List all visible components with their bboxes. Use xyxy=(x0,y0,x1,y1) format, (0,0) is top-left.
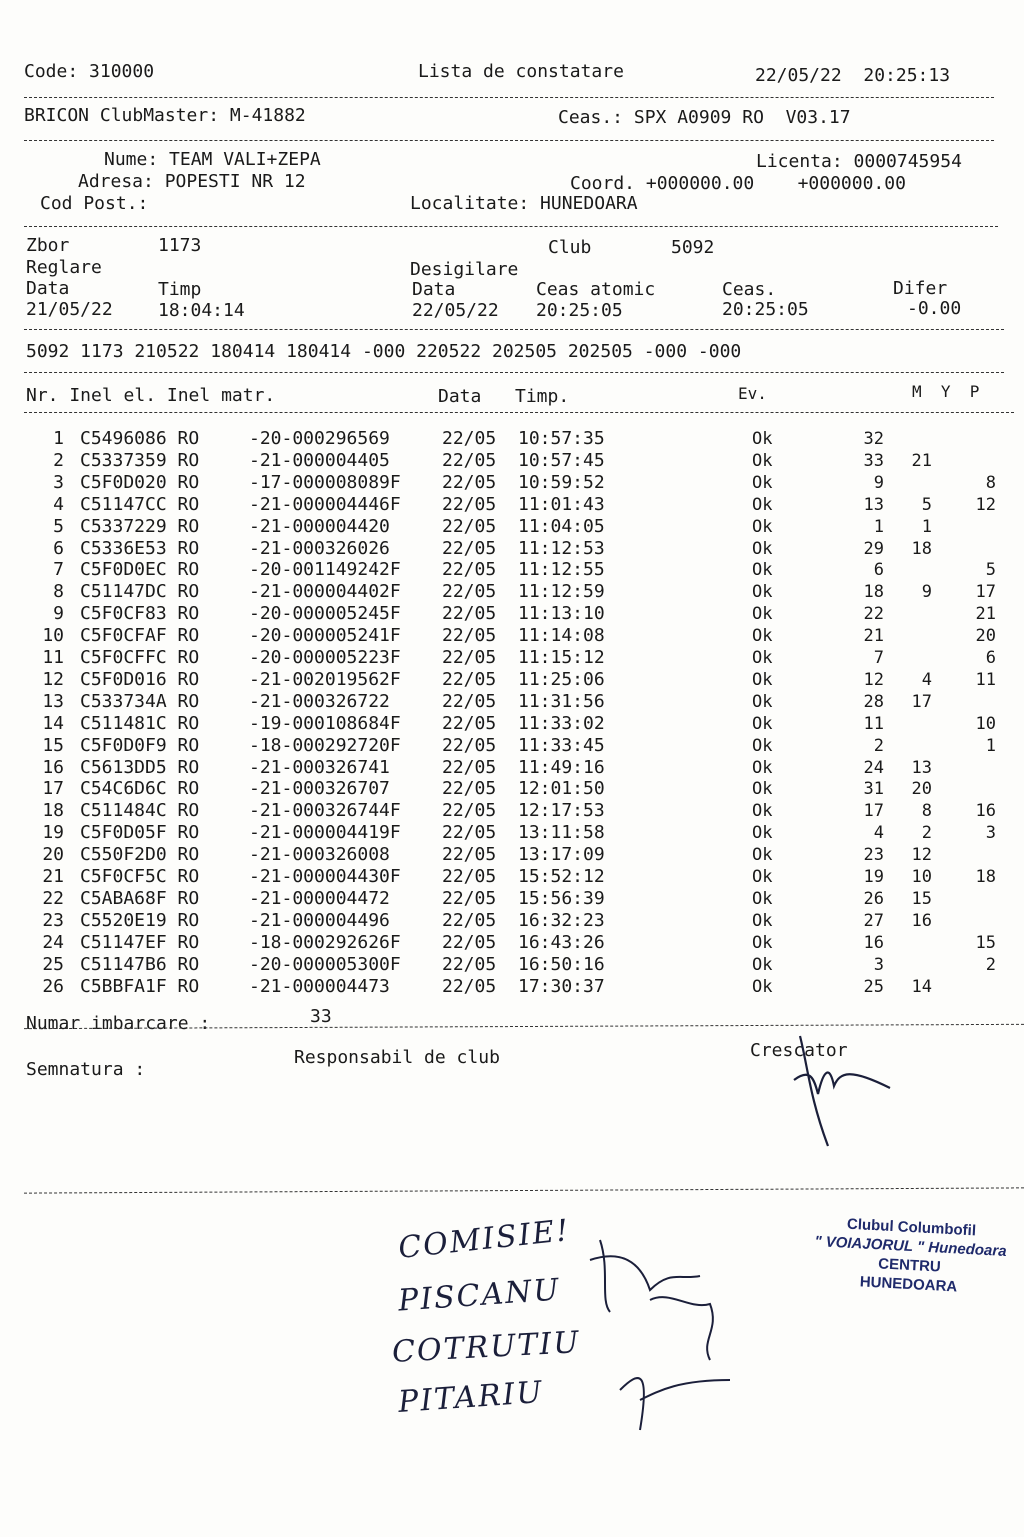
event-status: Ok xyxy=(752,450,773,471)
setting-date: 21/05/22 xyxy=(26,299,113,320)
rank-y: 8 xyxy=(921,801,932,822)
arrival-time: 13:17:09 xyxy=(518,844,605,866)
rank-m: 12 xyxy=(863,669,884,690)
arrival-date: 22/05 xyxy=(442,471,497,493)
registration-ring: -21-000326707 xyxy=(249,778,390,800)
arrival-date: 22/05 xyxy=(442,581,497,603)
divider xyxy=(24,97,994,98)
table-header-time: Timp. xyxy=(515,386,570,407)
arrival-time: 12:17:53 xyxy=(518,800,605,822)
arrival-time: 11:12:53 xyxy=(518,537,605,559)
electronic-ring: C5336E53 RO xyxy=(80,537,200,559)
club-number: 5092 xyxy=(671,237,715,258)
rank-y: 9 xyxy=(921,582,932,603)
event-status: Ok xyxy=(752,604,773,625)
rank-m: 29 xyxy=(863,538,884,559)
row-number: 11 xyxy=(42,647,64,668)
rank-y: 13 xyxy=(911,757,932,778)
page-title: Lista de constatare xyxy=(418,61,624,82)
event-status: Ok xyxy=(752,867,773,887)
rank-y: 15 xyxy=(911,888,932,909)
club-responsible-label: Responsabil de club xyxy=(294,1047,500,1068)
table-row xyxy=(0,822,1024,844)
table-row xyxy=(0,757,1024,779)
registration-ring: -21-000004472 xyxy=(249,887,390,909)
registration-ring: -19-000108684F xyxy=(249,712,401,734)
table-header-ev: Ev. xyxy=(738,384,767,403)
setting-label: Reglare xyxy=(26,257,102,278)
rank-m: 24 xyxy=(863,757,884,778)
rank-p: 8 xyxy=(985,472,996,493)
electronic-ring: C533734A RO xyxy=(80,690,200,712)
arrival-time: 12:01:50 xyxy=(518,778,605,800)
arrival-date: 22/05 xyxy=(442,909,497,931)
row-number: 18 xyxy=(42,800,64,822)
rank-m: 4 xyxy=(873,823,884,844)
arrival-time: 11:31:56 xyxy=(518,690,605,712)
event-status: Ok xyxy=(752,582,773,603)
registration-ring: -21-000004402F xyxy=(249,581,401,603)
stamp-line-2: " VOIAJORUL " Hunedoara xyxy=(814,1232,1007,1261)
rank-y: 14 xyxy=(911,976,932,997)
electronic-ring: C54C6D6C RO xyxy=(80,778,200,800)
registration-ring: -21-000326026 xyxy=(249,537,390,559)
unsealing-label: Desigilare xyxy=(410,259,519,280)
electronic-ring: C51147DC RO xyxy=(80,581,200,603)
rank-m: 11 xyxy=(863,713,884,734)
row-number: 2 xyxy=(53,449,64,471)
boarding-count: 33 xyxy=(310,1006,332,1027)
row-number: 10 xyxy=(42,625,64,647)
row-number: 12 xyxy=(42,668,64,690)
arrival-time: 11:14:08 xyxy=(518,625,605,647)
table-row xyxy=(0,866,1024,888)
row-number: 26 xyxy=(42,975,64,997)
atomic-clock-time: 20:25:05 xyxy=(536,300,623,321)
handwritten-name-1: PISCANU xyxy=(396,1272,562,1319)
electronic-ring: C5613DD5 RO xyxy=(80,756,200,778)
rank-p: 18 xyxy=(975,867,996,887)
table-row xyxy=(0,516,1024,538)
rank-y: 12 xyxy=(911,845,932,866)
table-row xyxy=(0,669,1024,691)
divider xyxy=(24,226,998,227)
arrival-time: 15:52:12 xyxy=(518,866,605,887)
arrival-date: 22/05 xyxy=(442,866,497,887)
row-number: 13 xyxy=(42,690,64,712)
electronic-ring: C5520E19 RO xyxy=(80,909,200,931)
rank-m: 1 xyxy=(873,516,884,537)
table-row xyxy=(0,954,1024,976)
rank-m: 33 xyxy=(863,450,884,471)
electronic-ring: C5BBFA1F RO xyxy=(80,975,200,997)
rank-p: 17 xyxy=(975,582,996,603)
handwritten-commission: COMISIE! xyxy=(396,1213,572,1266)
table-row xyxy=(0,538,1024,560)
table-row xyxy=(0,450,1024,472)
registration-ring: -18-000292720F xyxy=(249,734,401,756)
divider xyxy=(24,372,1004,373)
arrival-date: 22/05 xyxy=(442,931,497,953)
row-number: 4 xyxy=(53,493,64,515)
rank-m: 16 xyxy=(863,932,884,953)
row-number: 1 xyxy=(53,428,64,449)
table-row xyxy=(0,735,1024,757)
arrival-date: 22/05 xyxy=(442,778,497,800)
electronic-ring: C5F0D05F RO xyxy=(80,822,200,844)
arrival-time: 13:11:58 xyxy=(518,822,605,844)
arrival-date: 22/05 xyxy=(442,690,497,712)
locality: Localitate: HUNEDOARA xyxy=(410,193,638,214)
registration-ring: -20-001149242F xyxy=(249,559,401,581)
registration-ring: -21-000004430F xyxy=(249,866,401,887)
row-number: 20 xyxy=(42,844,64,866)
owner-name: Nume: TEAM VALI+ZEPA xyxy=(104,149,321,170)
table-row xyxy=(0,472,1024,494)
divider xyxy=(24,1187,1024,1193)
table-row xyxy=(0,603,1024,625)
commission-signatures xyxy=(580,1230,740,1440)
postal-code: Cod Post.: xyxy=(40,193,149,214)
electronic-ring: C511484C RO xyxy=(80,800,200,822)
arrival-date: 22/05 xyxy=(442,647,497,668)
rank-m: 17 xyxy=(863,801,884,822)
rank-m: 3 xyxy=(873,954,884,975)
rank-p: 16 xyxy=(975,801,996,822)
rank-m: 7 xyxy=(873,648,884,668)
club-stamp xyxy=(788,1212,1024,1300)
arrival-time: 16:43:26 xyxy=(518,931,605,953)
row-number: 6 xyxy=(53,537,64,559)
rank-m: 32 xyxy=(863,429,884,449)
rank-y: 16 xyxy=(911,910,932,931)
electronic-ring: C51147EF RO xyxy=(80,931,200,953)
arrival-date: 22/05 xyxy=(442,953,497,975)
row-number: 7 xyxy=(53,559,64,581)
arrival-time: 10:57:45 xyxy=(518,449,605,471)
table-row xyxy=(0,647,1024,669)
registration-ring: -21-000326008 xyxy=(249,844,390,866)
rank-p: 2 xyxy=(985,954,996,975)
arrival-time: 11:12:59 xyxy=(518,581,605,603)
rank-y: 4 xyxy=(921,669,932,690)
electronic-ring: C5F0CF5C RO xyxy=(80,866,200,887)
arrival-time: 11:33:02 xyxy=(518,712,605,734)
registration-ring: -21-000004419F xyxy=(249,822,401,844)
row-number: 22 xyxy=(42,887,64,909)
row-number: 9 xyxy=(53,603,64,625)
flight-number: 1173 xyxy=(158,235,202,256)
registration-ring: -21-000004496 xyxy=(249,909,390,931)
event-status: Ok xyxy=(752,910,773,931)
arrival-date: 22/05 xyxy=(442,625,497,647)
table-row xyxy=(0,888,1024,910)
event-status: Ok xyxy=(752,801,773,822)
arrival-date: 22/05 xyxy=(442,449,497,471)
electronic-ring: C5F0CFFC RO xyxy=(80,647,200,668)
arrival-time: 16:32:23 xyxy=(518,909,605,931)
arrival-date: 22/05 xyxy=(442,537,497,559)
row-number: 5 xyxy=(53,515,64,537)
arrival-time: 10:57:35 xyxy=(518,428,605,449)
event-status: Ok xyxy=(752,538,773,559)
event-status: Ok xyxy=(752,713,773,734)
event-status: Ok xyxy=(752,560,773,581)
arrival-time: 11:12:55 xyxy=(518,559,605,581)
event-status: Ok xyxy=(752,429,773,449)
rank-y: 2 xyxy=(921,823,932,844)
rank-p: 21 xyxy=(975,604,996,625)
arrival-time: 11:25:06 xyxy=(518,668,605,690)
difference-value: -0.00 xyxy=(907,298,962,319)
electronic-ring: C550F2D0 RO xyxy=(80,844,200,866)
table-row xyxy=(0,932,1024,954)
clock-id: Ceas.: SPX A0909 RO V03.17 xyxy=(558,107,851,128)
rank-p: 1 xyxy=(985,735,996,756)
registration-ring: -21-000004405 xyxy=(249,449,390,471)
atomic-clock-label: Ceas atomic xyxy=(536,279,656,300)
rank-y: 10 xyxy=(911,867,932,887)
rank-p: 12 xyxy=(975,494,996,515)
rank-m: 28 xyxy=(863,691,884,712)
handwritten-name-3: PITARIU xyxy=(396,1374,545,1421)
breeder-signature xyxy=(780,1028,910,1158)
electronic-ring: C51147CC RO xyxy=(80,493,200,515)
arrival-time: 11:33:45 xyxy=(518,734,605,756)
event-status: Ok xyxy=(752,779,773,800)
electronic-ring: C5F0D016 RO xyxy=(80,668,200,690)
rank-p: 15 xyxy=(975,932,996,953)
boarding-label: Numar imbarcare : xyxy=(26,1013,211,1034)
arrival-date: 22/05 xyxy=(442,493,497,515)
clubmaster-id: BRICON ClubMaster: M-41882 xyxy=(24,105,306,126)
divider xyxy=(24,412,1014,413)
table-header-ring: Nr. Inel el. Inel matr. xyxy=(26,385,276,406)
rank-m: 23 xyxy=(863,845,884,866)
divider xyxy=(24,140,994,141)
rank-y: 1 xyxy=(921,516,932,537)
registration-ring: -20-000005223F xyxy=(249,647,401,668)
rank-p: 20 xyxy=(975,626,996,647)
event-status: Ok xyxy=(752,954,773,975)
electronic-ring: C5F0CFAF RO xyxy=(80,625,200,647)
row-number: 16 xyxy=(42,756,64,778)
electronic-ring: C5F0D020 RO xyxy=(80,471,200,493)
arrival-date: 22/05 xyxy=(442,800,497,822)
table-row xyxy=(0,494,1024,516)
clock-time: 20:25:05 xyxy=(722,299,809,320)
electronic-ring: C5337229 RO xyxy=(80,515,200,537)
table-row xyxy=(0,844,1024,866)
rank-m: 31 xyxy=(863,779,884,800)
row-number: 25 xyxy=(42,953,64,975)
rank-m: 13 xyxy=(863,494,884,515)
difference-label: Difer xyxy=(893,278,948,299)
divider xyxy=(24,329,1004,330)
arrival-date: 22/05 xyxy=(442,822,497,844)
registration-ring: -21-002019562F xyxy=(249,668,401,690)
event-status: Ok xyxy=(752,494,773,515)
unsealing-date: 22/05/22 xyxy=(412,300,499,321)
registration-ring: -20-000296569 xyxy=(249,428,390,449)
row-number: 15 xyxy=(42,734,64,756)
electronic-ring: C5F0CF83 RO xyxy=(80,603,200,625)
electronic-ring: C51147B6 RO xyxy=(80,953,200,975)
arrival-time: 16:50:16 xyxy=(518,953,605,975)
registration-ring: -20-000005245F xyxy=(249,603,401,625)
arrival-time: 11:15:12 xyxy=(518,647,605,668)
event-status: Ok xyxy=(752,757,773,778)
rank-y: 5 xyxy=(921,494,932,515)
setting-time-label: Timp xyxy=(158,279,202,300)
arrival-time: 11:04:05 xyxy=(518,515,605,537)
electronic-ring: C5F0D0F9 RO xyxy=(80,734,200,756)
rank-m: 9 xyxy=(873,472,884,493)
license-number: Licenta: 0000745954 xyxy=(756,151,962,172)
rank-p: 10 xyxy=(975,713,996,734)
owner-address: Adresa: POPESTI NR 12 xyxy=(78,171,306,192)
row-number: 3 xyxy=(53,471,64,493)
setting-time: 18:04:14 xyxy=(158,300,245,321)
rank-m: 2 xyxy=(873,735,884,756)
clock-label: Ceas. xyxy=(722,279,777,300)
registration-ring: -20-000005300F xyxy=(249,953,401,975)
arrival-time: 10:59:52 xyxy=(518,471,605,493)
arrival-date: 22/05 xyxy=(442,668,497,690)
registration-ring: -21-000004420 xyxy=(249,515,390,537)
coordinates: Coord. +000000.00 +000000.00 xyxy=(570,173,906,194)
handwritten-name-2: COTRUTIU xyxy=(391,1325,582,1370)
event-status: Ok xyxy=(752,932,773,953)
electronic-ring: C511481C RO xyxy=(80,712,200,734)
row-number: 17 xyxy=(42,778,64,800)
rank-m: 6 xyxy=(873,560,884,581)
event-status: Ok xyxy=(752,823,773,844)
table-row xyxy=(0,910,1024,932)
rank-y: 20 xyxy=(911,779,932,800)
registration-ring: -21-000326722 xyxy=(249,690,390,712)
table-header-myp: M Y P xyxy=(912,382,980,401)
rank-p: 11 xyxy=(975,669,996,690)
arrival-date: 22/05 xyxy=(442,559,497,581)
electronic-ring: C5337359 RO xyxy=(80,449,200,471)
event-status: Ok xyxy=(752,472,773,493)
table-row xyxy=(0,976,1024,998)
arrival-date: 22/05 xyxy=(442,975,497,997)
registration-ring: -17-000008089F xyxy=(249,471,401,493)
stamp-line-1: Clubul Columbofil xyxy=(846,1215,977,1240)
code-line: 5092 1173 210522 180414 180414 -000 220522 202505 202505 -000 -000 xyxy=(26,341,742,362)
arrival-time: 11:13:10 xyxy=(518,603,605,625)
event-status: Ok xyxy=(752,845,773,866)
electronic-ring: C5ABA68F RO xyxy=(80,887,200,909)
arrival-date: 22/05 xyxy=(442,712,497,734)
setting-date-label: Data xyxy=(26,278,70,299)
rank-m: 25 xyxy=(863,976,884,997)
event-status: Ok xyxy=(752,669,773,690)
registration-ring: -21-000004473 xyxy=(249,975,390,997)
club-label: Club xyxy=(548,237,592,258)
registration-ring: -20-000005241F xyxy=(249,625,401,647)
registration-ring: -18-000292626F xyxy=(249,931,401,953)
rank-m: 19 xyxy=(863,867,884,887)
rank-y: 17 xyxy=(911,691,932,712)
arrival-date: 22/05 xyxy=(442,887,497,909)
row-number: 19 xyxy=(42,822,64,844)
rank-y: 21 xyxy=(911,450,932,471)
table-row xyxy=(0,778,1024,800)
row-number: 14 xyxy=(42,712,64,734)
table-row xyxy=(0,691,1024,713)
breeder-label: Crescator xyxy=(750,1040,848,1061)
arrival-date: 22/05 xyxy=(442,603,497,625)
arrival-date: 22/05 xyxy=(442,428,497,449)
row-number: 21 xyxy=(42,866,64,887)
rank-y: 18 xyxy=(911,538,932,559)
arrival-time: 15:56:39 xyxy=(518,887,605,909)
table-row xyxy=(0,800,1024,822)
signature-label: Semnatura : xyxy=(26,1059,146,1080)
event-status: Ok xyxy=(752,626,773,647)
event-status: Ok xyxy=(752,976,773,997)
registration-ring: -21-000004446F xyxy=(249,493,401,515)
table-row xyxy=(0,428,1024,450)
rank-p: 3 xyxy=(985,823,996,844)
stamp-line-4: HUNEDOARA xyxy=(859,1273,958,1296)
arrival-date: 22/05 xyxy=(442,734,497,756)
document-code: Code: 310000 xyxy=(24,61,155,82)
arrival-time: 17:30:37 xyxy=(518,975,605,997)
registration-ring: -21-000326741 xyxy=(249,756,390,778)
table-row xyxy=(0,559,1024,581)
stamp-line-3: CENTRU xyxy=(877,1255,942,1276)
row-number: 24 xyxy=(42,931,64,953)
rank-m: 22 xyxy=(863,604,884,625)
rank-m: 21 xyxy=(863,626,884,647)
event-status: Ok xyxy=(752,888,773,909)
table-header-date: Data xyxy=(438,386,482,407)
row-number: 8 xyxy=(53,581,64,603)
arrival-time: 11:49:16 xyxy=(518,756,605,778)
event-status: Ok xyxy=(752,691,773,712)
table-row xyxy=(0,625,1024,647)
electronic-ring: C5F0D0EC RO xyxy=(80,559,200,581)
event-status: Ok xyxy=(752,648,773,668)
rank-p: 5 xyxy=(985,560,996,581)
event-status: Ok xyxy=(752,516,773,537)
arrival-date: 22/05 xyxy=(442,756,497,778)
registration-ring: -21-000326744F xyxy=(249,800,401,822)
arrival-time: 11:01:43 xyxy=(518,493,605,515)
rank-m: 27 xyxy=(863,910,884,931)
rank-p: 6 xyxy=(985,648,996,668)
rank-m: 18 xyxy=(863,582,884,603)
table-row xyxy=(0,713,1024,735)
arrival-date: 22/05 xyxy=(442,515,497,537)
flight-label: Zbor xyxy=(26,235,70,256)
row-number: 23 xyxy=(42,909,64,931)
arrival-date: 22/05 xyxy=(442,844,497,866)
print-datetime: 22/05/22 20:25:13 xyxy=(755,65,951,86)
electronic-ring: C5496086 RO xyxy=(80,428,200,449)
unsealing-date-label: Data xyxy=(412,279,456,300)
event-status: Ok xyxy=(752,735,773,756)
rank-m: 26 xyxy=(863,888,884,909)
table-row xyxy=(0,581,1024,603)
